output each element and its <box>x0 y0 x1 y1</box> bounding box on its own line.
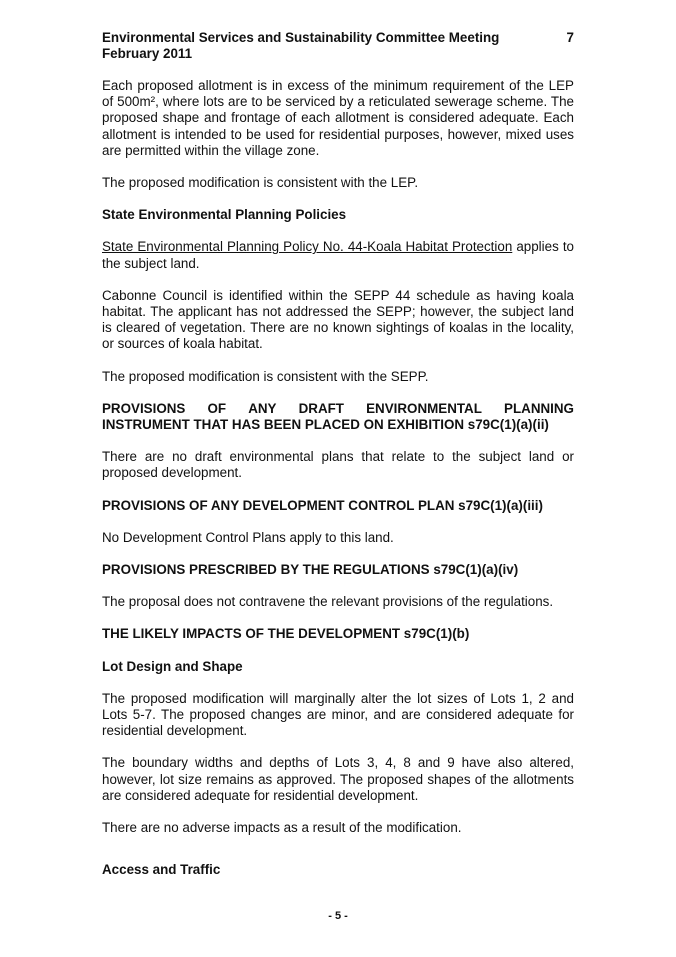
header-day: 7 <box>566 30 574 45</box>
regulations-heading: PROVISIONS PRESCRIBED BY THE REGULATIONS s79C(1)(a)(iv) <box>102 562 519 578</box>
page-header <box>102 30 574 62</box>
lot-paragraph-1: The proposed modification will marginally alter the lot sizes of Lots 1, 2 and Lots 5-7. The proposed changes are minor, and are considered adequate for residential development. <box>102 690 574 739</box>
document-body <box>102 78 574 852</box>
draft-paragraph: There are no draft environmental plans that relate to the subject land or proposed development. <box>102 449 574 481</box>
dcp-paragraph: No Development Control Plans apply to this land. <box>102 529 394 545</box>
lep-paragraph-1: Each proposed allotment is in excess of the minimum requirement of the LEP of 500m², where lots are to be serviced by a reticulated sewerage scheme. The proposed shape and frontage of each allotment is considered adequate. Each allotment is intended to be used for residential purposes, however, mixed uses are permitted within the village zone. <box>102 78 574 158</box>
impacts-heading: THE LIKELY IMPACTS OF THE DEVELOPMENT s79C(1)(b) <box>102 626 470 642</box>
sepp-heading: State Environmental Planning Policies <box>102 207 347 223</box>
sepp-paragraph-3: The proposed modification is consistent with the SEPP. <box>102 368 429 384</box>
access-traffic-heading: Access and Traffic <box>102 862 221 877</box>
sepp-44-link[interactable]: State Environmental Planning Policy No. 44-Koala Habitat Protection <box>102 239 513 255</box>
lep-paragraph-2: The proposed modification is consistent with the LEP. <box>102 175 419 191</box>
lot-paragraph-2: The boundary widths and depths of Lots 3, 4, 8 and 9 have also altered, however, lot size remains as approved. The proposed shapes of the allotments are considered adequate for residential development. <box>102 755 574 803</box>
lot-design-heading: Lot Design and Shape <box>102 658 243 674</box>
regulations-paragraph: The proposal does not contravene the relevant provisions of the regulations. <box>102 594 554 610</box>
draft-heading-line-2: INSTRUMENT THAT HAS BEEN PLACED ON EXHIBITION s79C(1)(a)(ii) <box>102 417 549 433</box>
lot-paragraph-3: There are no adverse impacts as a result of the modification. <box>102 820 462 836</box>
committee-title: Environmental Services and Sustainability Committee Meeting <box>102 30 500 45</box>
sepp-paragraph-1-tail: applies to the subject land. <box>102 239 575 271</box>
draft-instrument-heading <box>102 401 574 433</box>
sepp-paragraph-2: Cabonne Council is identified within the SEPP 44 schedule as having koala habitat. The applicant has not addressed the SEPP; however, the subject land is cleared of vegetation. There are no known sightings of koalas in the locality, or sources of koala habitat. <box>102 287 574 352</box>
sepp-paragraph-1 <box>102 239 574 271</box>
header-month-year: February 2011 <box>102 46 193 61</box>
document-page <box>102 30 574 950</box>
dcp-heading: PROVISIONS OF ANY DEVELOPMENT CONTROL PLAN s79C(1)(a)(iii) <box>102 497 543 513</box>
draft-heading-line-1: PROVISIONS OF ANY DRAFT ENVIRONMENTAL PLANNING <box>102 400 574 416</box>
page-number: - 5 - <box>328 910 348 922</box>
